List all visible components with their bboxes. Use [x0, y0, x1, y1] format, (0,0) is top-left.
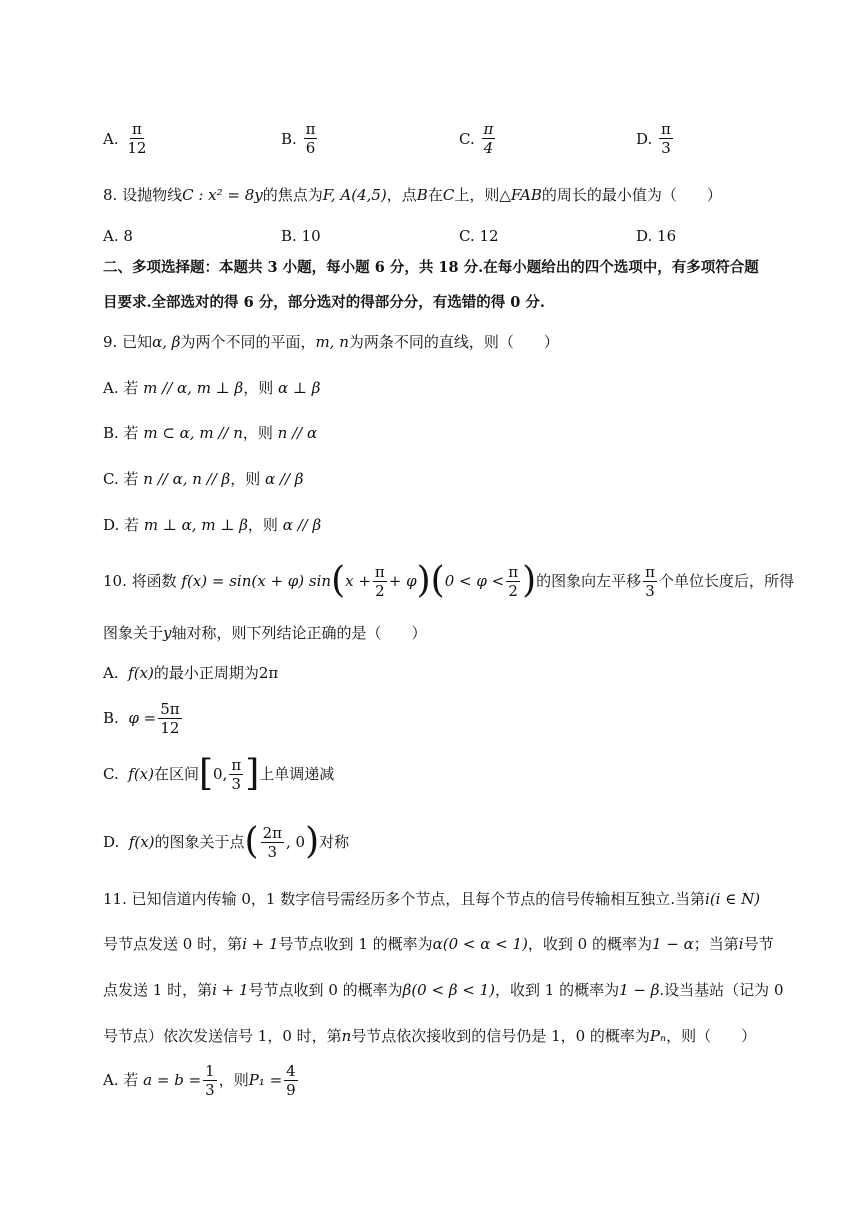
q9-option-a: A. 若 m // α, m ⊥ β，则 α ⊥ β [103, 379, 321, 397]
q8-option-d: D. 16 [636, 227, 677, 245]
q11-stem-line4: 号节点）依次发送信号 1，0 时，第n号节点依次接收到的信号仍是 1，0 的概率为Pₙ，则（ ） [103, 1027, 757, 1045]
q7-option-d: D. $\frac{\pi}{3}$ [636, 120, 671, 157]
q9-option-c: C. 若 n // α, n // β，则 α // β [103, 470, 304, 488]
q8-option-c: C. 12 [459, 227, 499, 245]
q10-option-a: A. f(x)的最小正周期为2π [103, 664, 279, 682]
q7-option-b: B. $\frac{\pi}{6}$ [281, 120, 316, 157]
section2-heading-line2: 目要求.全部选对的得 6 分，部分选对的得部分分，有选错的得 0 分. [103, 294, 545, 311]
q10-option-b: B. φ = $\frac{5\pi}{12}$ [103, 699, 180, 737]
q9-option-d: D. 若 m ⊥ α, m ⊥ β，则 α // β [103, 516, 322, 534]
q8-option-a: A. 8 [103, 227, 133, 245]
section2-heading-line1: 二、多项选择题：本题共 3 小题，每小题 6 分，共 18 分.在每小题给出的四个选项中，有多项符合题 [103, 259, 759, 276]
q11-stem-line2: 号节点发送 0 时，第i + 1号节点收到 1 的概率为α(0 < α < 1)，收到 0 的概率为1 − α；当第i号节 [103, 935, 774, 953]
q8-stem: 8. 设抛物线C : x² = 8y的焦点为F, A(4,5)，点B在C上，则△FAB的周长的最小值为（ ） [103, 186, 722, 204]
q9-stem: 9. 已知α, β为两个不同的平面，m, n为两条不同的直线，则（ ） [103, 333, 559, 351]
q8-option-b: B. 10 [281, 227, 321, 245]
q10-stem: 10. 将函数 f(x) = sin(x + φ) sin ( x + $\frac{\pi}{2}$ + φ ) ( 0 < φ < $\frac{\pi}{2}$ ) 的图象向左平移 $\frac{\pi}{3}$ 个单位长度后，所得 [103, 560, 795, 601]
q11-stem-line1: 11. 已知信道内传输 0，1 数字信号需经历多个节点，且每个节点的信号传输相互独立.当第i(i ∈ N) [103, 890, 761, 908]
q11-option-a: A. 若 a = b = $\frac{1}{3}$ ，则 P₁ = $\frac{4}{9}$ [103, 1061, 296, 1099]
q10-stem-line2: 图象关于y轴对称，则下列结论正确的是（ ） [103, 624, 427, 642]
q7-option-a: A. $\frac{\pi}{12}$ [103, 120, 147, 157]
q10-option-c: C. f(x) 在区间 [ 0, $\frac{\pi}{3}$ ] 上单调递减 [103, 753, 335, 794]
q11-stem-line3: 点发送 1 时，第i + 1号节点收到 0 的概率为β(0 < β < 1)，收到 1 的概率为1 − β.设当基站（记为 0 [103, 981, 784, 999]
q9-option-b: B. 若 m ⊂ α, m // n，则 n // α [103, 424, 318, 442]
q10-option-d: D. f(x) 的图象关于点 ( $\frac{2\pi}{3}$ , 0 ) 对称 [103, 821, 350, 862]
q7-option-c: C. $\frac{\pi}{4}$ [459, 120, 494, 157]
